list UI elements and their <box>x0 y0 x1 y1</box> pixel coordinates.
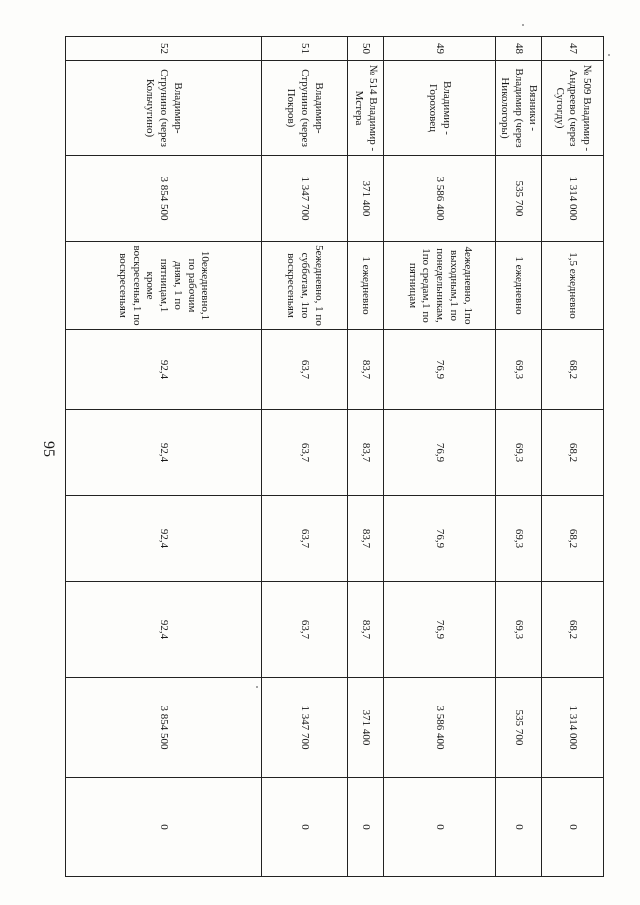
row-number: 49 <box>383 37 495 61</box>
zero-value: 0 <box>383 778 495 877</box>
route-name: Владимир - Гороховец <box>383 61 495 156</box>
value-3: 69,3 <box>495 496 541 582</box>
value-1: 68,2 <box>542 330 604 410</box>
value-2: 63,7 <box>261 410 347 496</box>
cost-amount-2: 3 586 400 <box>383 678 495 778</box>
value-3: 92,4 <box>65 496 261 582</box>
route-name: Вязники - Владимир (через Никологоры) <box>495 61 541 156</box>
rotated-table-container <box>80 36 604 876</box>
table-row <box>65 37 261 877</box>
value-4: 76,9 <box>383 582 495 678</box>
route-name: № 514 Владимир - Мстера <box>347 61 383 156</box>
zero-value: 0 <box>542 778 604 877</box>
row-number: 52 <box>65 37 261 61</box>
trip-frequency: 4ежедневно, 1по выходным,1 по понедельникам, 1по средам,1 по пятницам <box>383 242 495 330</box>
table-row <box>347 37 383 877</box>
zero-value: 0 <box>65 778 261 877</box>
table-wrapper <box>80 36 604 876</box>
cost-amount-2: 1 347 700 <box>261 678 347 778</box>
value-4: 92,4 <box>65 582 261 678</box>
zero-value: 0 <box>347 778 383 877</box>
trip-frequency: 1 ежедневно <box>495 242 541 330</box>
value-4: 83,7 <box>347 582 383 678</box>
cost-amount: 371 400 <box>347 156 383 242</box>
cost-amount-2: 371 400 <box>347 678 383 778</box>
value-4: 68,2 <box>542 582 604 678</box>
route-name: № 509 Владимир - Андреево (через Сугогду) <box>542 61 604 156</box>
value-2: 83,7 <box>347 410 383 496</box>
value-1: 76,9 <box>383 330 495 410</box>
value-1: 69,3 <box>495 330 541 410</box>
value-3: 63,7 <box>261 496 347 582</box>
value-1: 92,4 <box>65 330 261 410</box>
row-number: 48 <box>495 37 541 61</box>
row-number: 51 <box>261 37 347 61</box>
cost-amount: 3 586 400 <box>383 156 495 242</box>
cost-amount: 3 854 500 <box>65 156 261 242</box>
table-row <box>542 37 604 877</box>
value-3: 76,9 <box>383 496 495 582</box>
row-number: 50 <box>347 37 383 61</box>
table-row <box>495 37 541 877</box>
value-2: 68,2 <box>542 410 604 496</box>
value-1: 63,7 <box>261 330 347 410</box>
value-2: 76,9 <box>383 410 495 496</box>
value-1: 83,7 <box>347 330 383 410</box>
scan-speck <box>256 686 258 688</box>
value-3: 83,7 <box>347 496 383 582</box>
zero-value: 0 <box>261 778 347 877</box>
scan-speck <box>522 24 524 26</box>
route-name: Владимир-Струнино (через Покров) <box>261 61 347 156</box>
zero-value: 0 <box>495 778 541 877</box>
cost-amount-2: 535 700 <box>495 678 541 778</box>
trip-frequency: 1,5 ежедневно <box>542 242 604 330</box>
trip-frequency: 5ежедневно, 1 по субботам, 1по воскресеньям <box>261 242 347 330</box>
trip-frequency: 10ежедневно,1 по рабочим дням, 1 по пятницам,1 кроме воскресенья,1 по воскресеньям <box>65 242 261 330</box>
table-row <box>261 37 347 877</box>
route-name: Владимир-Струнино (через Кольчугино) <box>65 61 261 156</box>
routes-table <box>65 36 604 877</box>
cost-amount: 535 700 <box>495 156 541 242</box>
row-number: 47 <box>542 37 604 61</box>
trip-frequency: 1 ежедневно <box>347 242 383 330</box>
table-row <box>383 37 495 877</box>
cost-amount: 1 347 700 <box>261 156 347 242</box>
value-2: 69,3 <box>495 410 541 496</box>
cost-amount-2: 1 314 000 <box>542 678 604 778</box>
cost-amount: 1 314 000 <box>542 156 604 242</box>
value-4: 69,3 <box>495 582 541 678</box>
page-number: 95 <box>40 441 57 457</box>
scan-speck <box>608 54 610 56</box>
value-2: 92,4 <box>65 410 261 496</box>
value-3: 68,2 <box>542 496 604 582</box>
cost-amount-2: 3 854 500 <box>65 678 261 778</box>
value-4: 63,7 <box>261 582 347 678</box>
